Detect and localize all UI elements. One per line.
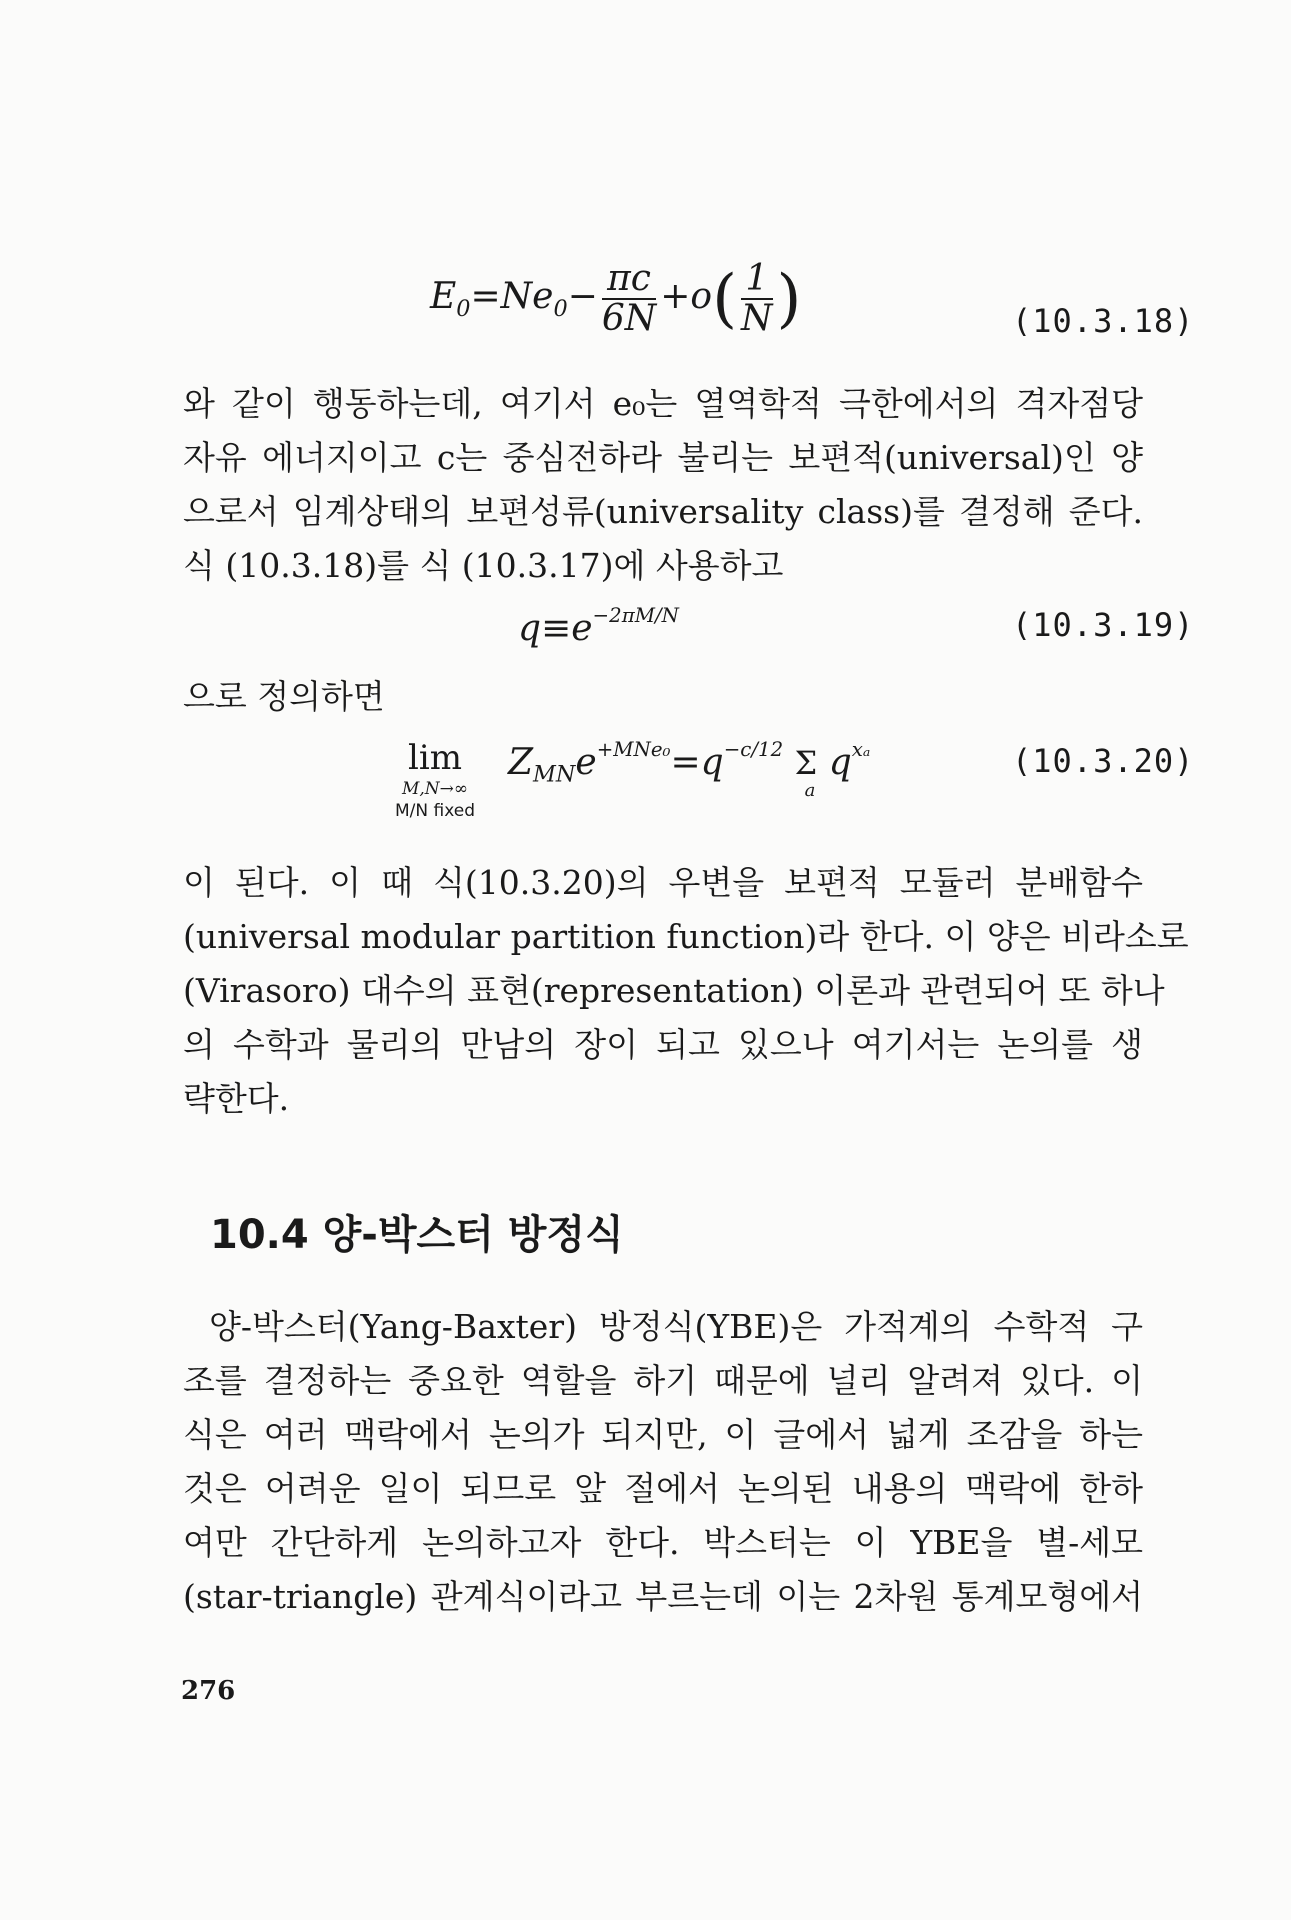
paragraph-1 bbox=[183, 377, 1143, 593]
paragraph-2 bbox=[183, 670, 1143, 724]
text-line: 으로 정의하면 bbox=[183, 677, 385, 716]
summation bbox=[794, 742, 818, 801]
text-line: 것은 어려운 일이 되므로 앞 절에서 논의된 내용의 맥락에 한하 bbox=[183, 1469, 1143, 1508]
equation-10-3-19 bbox=[0, 598, 1291, 678]
page-number: 276 bbox=[181, 1676, 236, 1706]
equation-number: (10.3.19) bbox=[1012, 606, 1195, 644]
numerator: πc bbox=[602, 260, 656, 300]
lim-subscript: M,N→∞ bbox=[401, 779, 469, 799]
numerator: 1 bbox=[741, 260, 773, 300]
subscript: MN bbox=[533, 761, 576, 788]
text-line: (Virasoro) 대수의 표현(representation) 이론과 관련되어 또 하나 bbox=[183, 971, 1165, 1010]
lim-symbol: lim bbox=[408, 738, 462, 778]
symbol: q bbox=[518, 607, 542, 649]
symbol: e bbox=[575, 741, 597, 783]
text-line: (universal modular partition function)라 한다. 이 양은 비라소로 bbox=[183, 917, 1189, 956]
text-line: 으로서 임계상태의 보편성류(universality class)를 결정해 준다. bbox=[183, 492, 1143, 531]
exponent: −2πM/N bbox=[592, 604, 679, 627]
formula bbox=[518, 604, 679, 649]
symbol: =q bbox=[670, 741, 724, 783]
denominator: 6N bbox=[601, 298, 657, 339]
limit-operator bbox=[380, 738, 490, 822]
denominator: N bbox=[741, 298, 773, 339]
text-line: 식은 여러 맥락에서 논의가 되지만, 이 글에서 넓게 조감을 하는 bbox=[183, 1415, 1143, 1454]
formula bbox=[508, 738, 871, 801]
text-line: 식 (10.3.18)를 식 (10.3.17)에 사용하고 bbox=[183, 546, 784, 585]
fraction bbox=[741, 260, 773, 338]
section-heading: 10.4 양-박스터 방정식 bbox=[210, 1212, 624, 1258]
text-line: 양-박스터(Yang-Baxter) 방정식(YBE)은 가적계의 수학적 구 bbox=[209, 1307, 1143, 1346]
text-line: 와 같이 행동하는데, 여기서 e₀는 열역학적 극한에서의 격자점당 bbox=[183, 384, 1143, 423]
text-line: 조를 결정하는 중요한 역할을 하기 때문에 널리 알려져 있다. 이 bbox=[183, 1361, 1143, 1400]
equation-10-3-20 bbox=[0, 738, 1291, 838]
symbol: E bbox=[430, 276, 457, 317]
sigma-symbol: Σ bbox=[794, 743, 818, 782]
subscript: 0 bbox=[553, 295, 568, 322]
paragraph-4 bbox=[183, 1300, 1143, 1624]
text-line: (star-triangle) 관계식이라고 부르는데 이는 2차원 통계모형에서 bbox=[183, 1577, 1143, 1616]
operator: ≡ bbox=[541, 607, 572, 649]
exponent: xₐ bbox=[851, 738, 871, 761]
symbol: +o bbox=[660, 276, 713, 317]
sigma-subscript: a bbox=[804, 779, 816, 801]
symbol: =Ne bbox=[470, 276, 554, 317]
symbol: Z bbox=[508, 741, 534, 783]
text-line: 이 된다. 이 때 식(10.3.20)의 우변을 보편적 모듈러 분배함수 bbox=[183, 863, 1143, 902]
equation-number: (10.3.20) bbox=[1012, 742, 1195, 780]
symbol: e bbox=[571, 607, 593, 649]
subscript: 0 bbox=[456, 295, 471, 322]
operator: − bbox=[567, 276, 598, 317]
text-line: 여만 간단하게 논의하고자 한다. 박스터는 이 YBE을 별-세모 bbox=[183, 1523, 1143, 1562]
exponent: −c/12 bbox=[723, 738, 784, 761]
paren-open: ( bbox=[712, 262, 738, 336]
text-line: 의 수학과 물리의 만남의 장이 되고 있으나 여기서는 논의를 생 bbox=[183, 1025, 1143, 1064]
lim-subscript: M/N fixed bbox=[394, 801, 475, 821]
exponent: +MNe₀ bbox=[596, 738, 671, 761]
paragraph-3 bbox=[183, 856, 1189, 1126]
text-line: 략한다. bbox=[183, 1079, 290, 1118]
paren-close: ) bbox=[776, 262, 802, 336]
equation-number: (10.3.18) bbox=[1012, 302, 1195, 340]
symbol: q bbox=[828, 741, 852, 783]
fraction bbox=[602, 260, 656, 338]
equation-10-3-18 bbox=[0, 260, 1291, 340]
formula bbox=[430, 260, 802, 338]
text-line: 자유 에너지이고 c는 중심전하라 불리는 보편적(universal)인 양 bbox=[183, 438, 1143, 477]
